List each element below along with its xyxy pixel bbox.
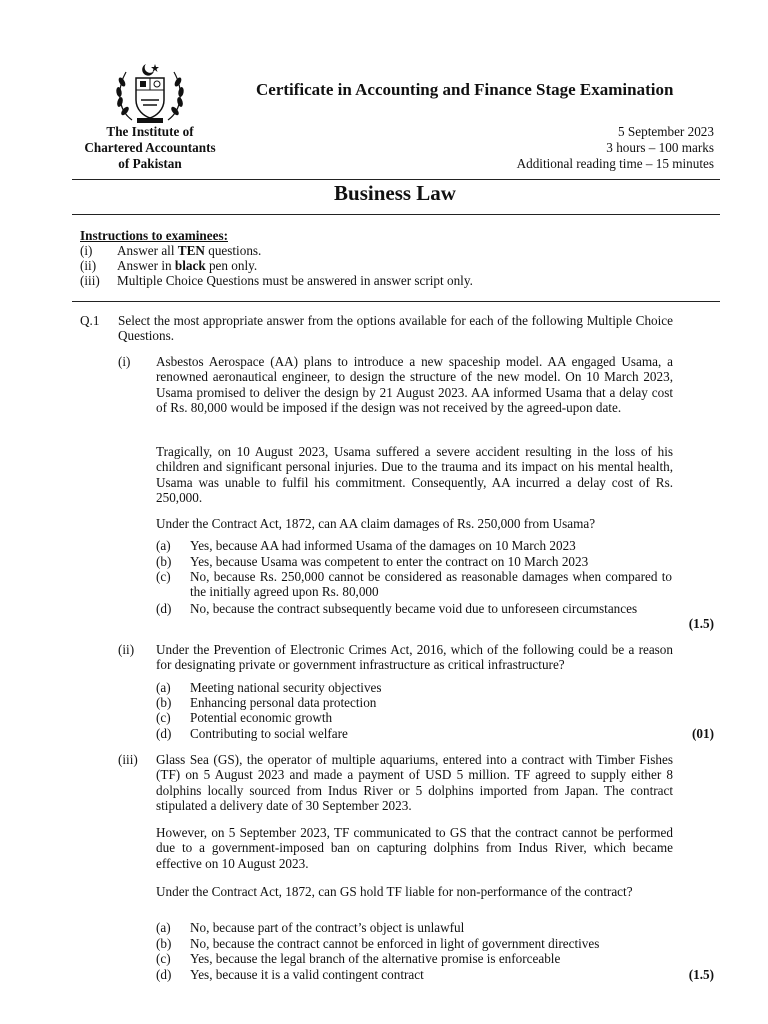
- option-text: Yes, because it is a valid contingent contract: [190, 967, 424, 982]
- option-label: (c): [156, 710, 171, 725]
- option-label: (c): [156, 569, 171, 584]
- marks: (01): [692, 726, 714, 741]
- institute-line: of Pakistan: [118, 155, 182, 171]
- instruction-text: Answer all TEN questions.: [117, 243, 262, 258]
- marks: (1.5): [688, 967, 714, 982]
- marks: (1.5): [688, 616, 714, 631]
- option-text: No, because the contract subsequently became void due to unforeseen circumstances: [190, 601, 638, 616]
- option-label: (d): [156, 601, 172, 616]
- exam-title: Certificate in Accounting and Finance Stage Examination: [256, 80, 674, 99]
- part-number: (iii): [118, 752, 138, 767]
- part-paragraph: Under the Prevention of Electronic Crimes Act, 2016, which of the following could be a reason for designating private or government infrastructure as critical infrastructure?: [156, 642, 673, 673]
- option-label: (c): [156, 951, 171, 966]
- option-label: (a): [156, 538, 171, 553]
- exam-date: 5 September 2023: [618, 124, 714, 139]
- part-paragraph: However, on 5 September 2023, TF communicated to GS that the contract cannot be performed due to a government-imposed ban on capturing dolphins from Indus River, which became effective on 10 August 2023.: [156, 825, 673, 871]
- divider: [72, 179, 720, 180]
- option-label: (b): [156, 554, 172, 569]
- option-label: (b): [156, 936, 172, 951]
- instruction-number: (ii): [80, 258, 97, 273]
- institute-line: The Institute of: [106, 124, 194, 139]
- option-text: Yes, because Usama was competent to enter the contract on 10 March 2023: [190, 554, 589, 569]
- option-label: (d): [156, 726, 172, 741]
- part-number: (i): [118, 354, 131, 369]
- option-text: Yes, because the legal branch of the alternative promise is enforceable: [190, 951, 561, 966]
- option-label: (b): [156, 695, 172, 710]
- part-paragraph: Glass Sea (GS), the operator of multiple aquariums, entered into a contract with Timber Fishes (TF) on 5 August 2023 and made a payment of USD 5 million. TF agreed to supply either 8 dolphins locally sourced from Indus River or 5 dolphins imported from Japan. The contract stipulated a delivery date of 30 September 2023.: [156, 752, 673, 814]
- divider: [72, 214, 720, 215]
- option-text: Contributing to social welfare: [190, 726, 348, 741]
- option-label: (a): [156, 920, 171, 935]
- option-label: (a): [156, 680, 171, 695]
- option-text: Potential economic growth: [190, 710, 333, 725]
- question-intro: Select the most appropriate answer from the options available for each of the following Multiple Choice Questions.: [118, 313, 673, 344]
- instruction-text: Answer in black pen only.: [117, 258, 258, 273]
- option-text: Yes, because AA had informed Usama of the damages on 10 March 2023: [190, 538, 576, 553]
- part-paragraph: Tragically, on 10 August 2023, Usama suffered a severe accident resulting in the loss of his children and significant personal injuries. Due to the trauma and its impact on his mental health, Usama was unable to fulfil his commitment. Consequently, AA incurred a delay cost of Rs. 250,000.: [156, 444, 673, 506]
- instructions-title: Instructions to examinees:: [80, 228, 228, 243]
- reading-time: Additional reading time – 15 minutes: [516, 155, 714, 171]
- instruction-text: Multiple Choice Questions must be answered in answer script only.: [117, 273, 473, 288]
- institute-name: [70, 124, 230, 171]
- icap-crest-icon: [110, 60, 190, 126]
- instruction-number: (iii): [80, 273, 100, 288]
- institute-line: Chartered Accountants: [84, 139, 216, 155]
- part-number: (ii): [118, 642, 135, 657]
- option-text: No, because Rs. 250,000 cannot be considered as reasonable damages when compared to the initially agreed upon Rs. 80,000: [190, 569, 672, 600]
- part-question: Under the Contract Act, 1872, can AA claim damages of Rs. 250,000 from Usama?: [156, 516, 596, 531]
- option-text: No, because the contract cannot be enforced in light of government directives: [190, 936, 600, 951]
- option-text: Enhancing personal data protection: [190, 695, 377, 710]
- option-label: (d): [156, 967, 172, 982]
- part-question: Under the Contract Act, 1872, can GS hold TF liable for non-performance of the contract?: [156, 884, 633, 899]
- part-paragraph: Asbestos Aerospace (AA) plans to introduce a new spaceship model. AA engaged Usama, a renowned aeronautical engineer, to design the structure of the new model. On 10 March 2023, Usama promised to deliver the design by 21 August 2023. AA informed Usama that a delay cost of Rs. 80,000 would be imposed if the design was not received by the agreed-upon date.: [156, 354, 673, 416]
- option-text: No, because part of the contract’s object is unlawful: [190, 920, 465, 935]
- question-number: Q.1: [80, 313, 100, 328]
- option-text: Meeting national security objectives: [190, 680, 382, 695]
- exam-duration: 3 hours – 100 marks: [606, 139, 714, 155]
- divider: [72, 301, 720, 302]
- instruction-number: (i): [80, 243, 93, 258]
- subject-title: Business Law: [334, 181, 456, 205]
- exam-meta: [517, 124, 714, 171]
